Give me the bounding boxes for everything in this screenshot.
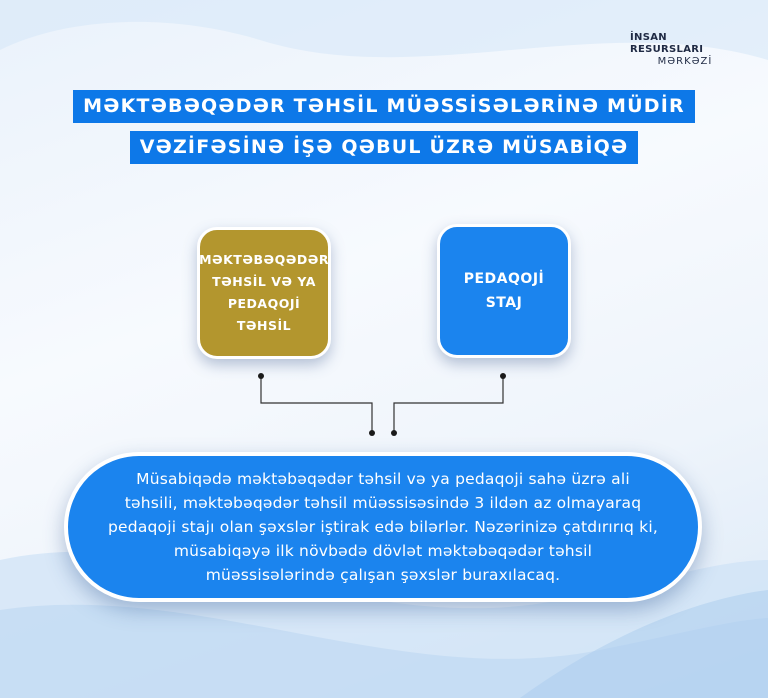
requirement-education-label: MƏKTƏBƏQƏDƏR TƏHSİL VƏ YA PEDAQOJİ TƏHSİL [199, 252, 329, 333]
description-panel [64, 452, 702, 602]
page-title [0, 90, 768, 164]
description-text: Müsabiqədə məktəbəqədər təhsil və ya pedaqoji sahə üzrə ali təhsili, məktəbəqədər təhsil müəssisəsində 3 ildən az olmayaraq pedaqoji stajı olan şəxslər iştirak edə bilərlər. Nəzərinizə çatdırırıq ki, müsabiqəyə ilk növbədə dövlət məktəbəqədər təhsil müəssisələrində çalışan şəxslər buraxılacaq. [108, 470, 658, 584]
brand-logo-text [630, 32, 740, 68]
title-line-2: VƏZİFƏSİNƏ İŞƏ QƏBUL ÜZRƏ MÜSABİQƏ [130, 131, 639, 164]
requirement-experience-box [437, 224, 571, 358]
brand-line-1: İNSAN RESURSLARI [630, 32, 704, 55]
requirement-education-box [197, 227, 331, 359]
title-line-1: MƏKTƏBƏQƏDƏR TƏHSİL MÜƏSSİSƏLƏRİNƏ MÜDİR [73, 90, 695, 123]
requirement-experience-label: PEDAQOJİ STAJ [463, 271, 545, 311]
brand-line-2: MƏRKƏZİ [657, 56, 713, 67]
